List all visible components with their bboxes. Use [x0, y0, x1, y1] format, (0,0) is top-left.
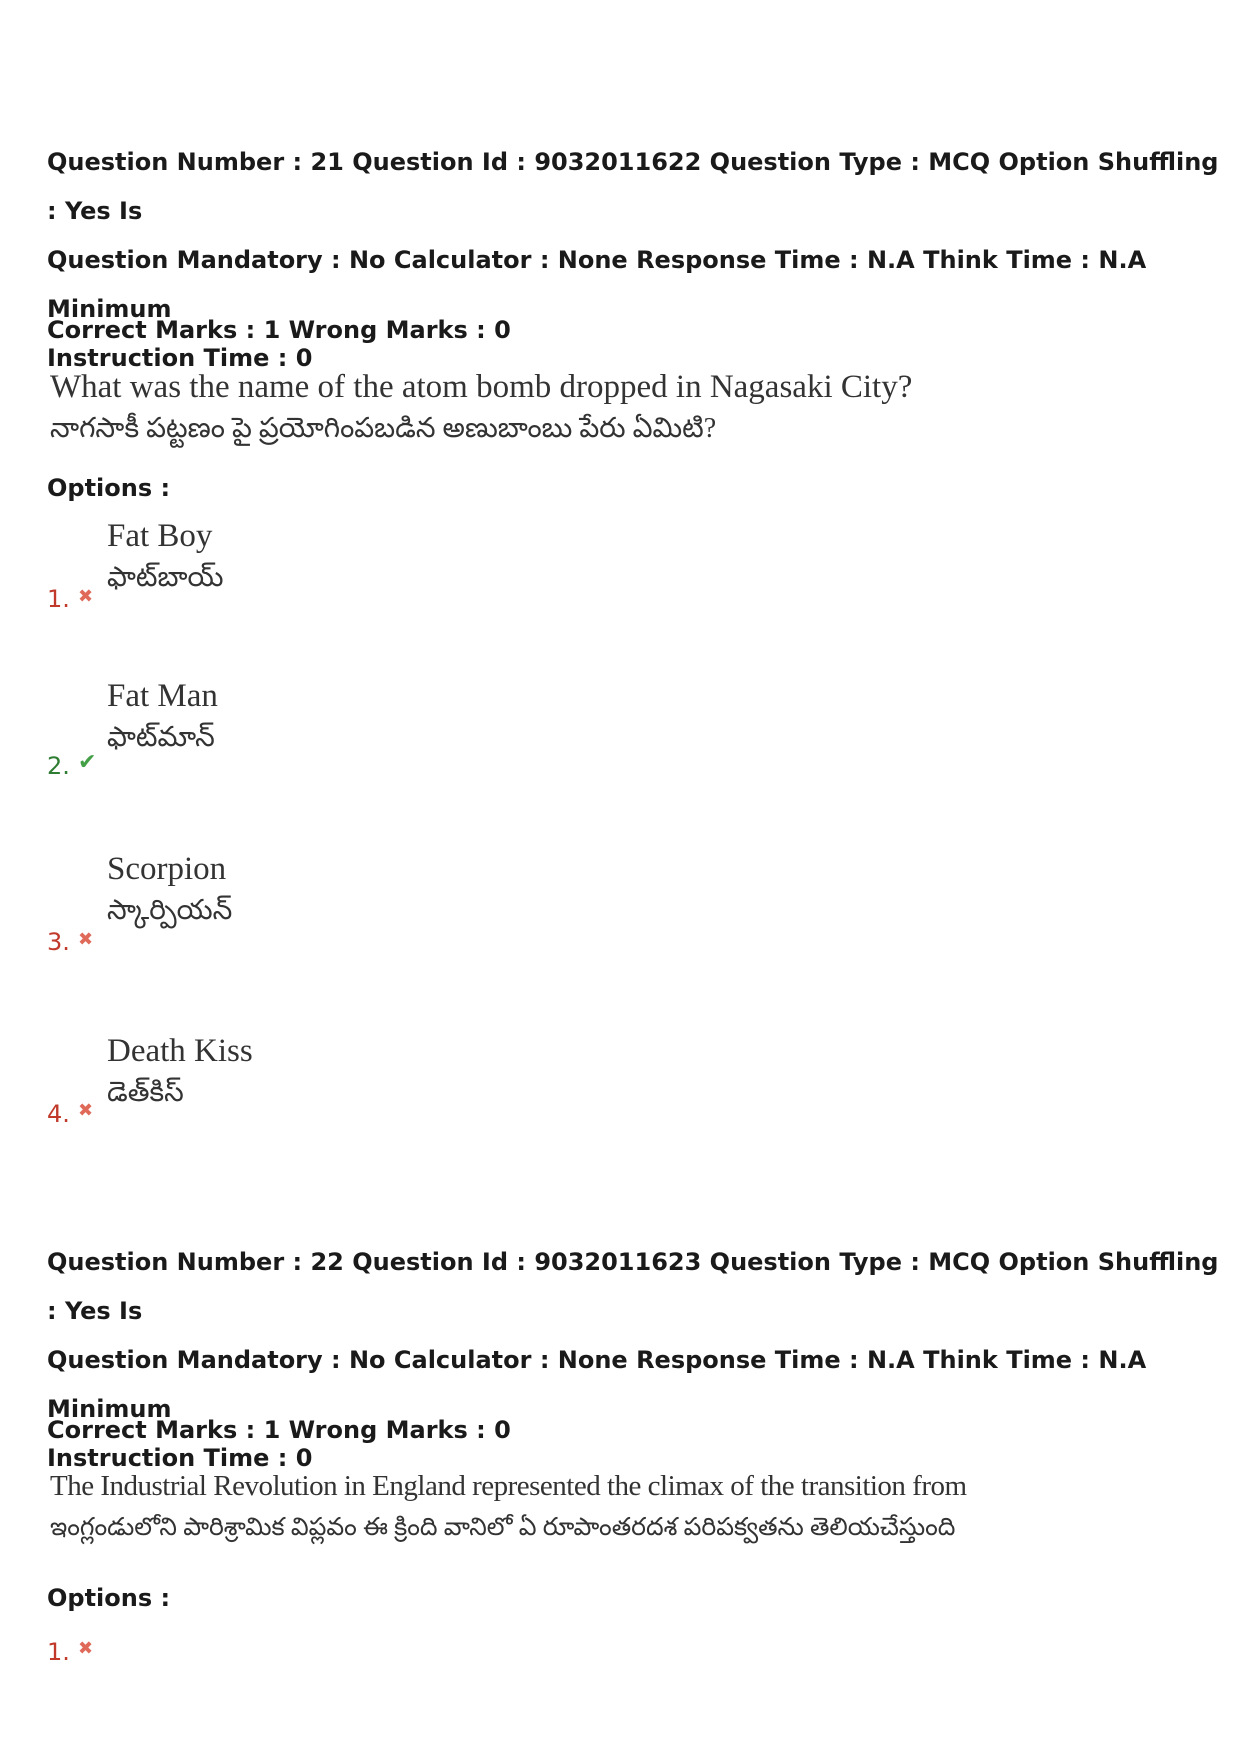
options-label: Options : — [47, 474, 171, 502]
question-22-marks: Correct Marks : 1 Wrong Marks : 0 — [47, 1416, 511, 1444]
question-text-english: The Industrial Revolution in England represented the climax of the transition from — [50, 1470, 967, 1502]
cross-icon: ✖ — [78, 929, 94, 950]
question-21-marks: Correct Marks : 1 Wrong Marks : 0 — [47, 316, 511, 344]
question-21-metadata — [47, 138, 1227, 383]
check-icon: ✔ — [78, 750, 97, 775]
options-label: Options : — [47, 1584, 171, 1612]
question-22-metadata — [47, 1238, 1227, 1483]
option-1-number: 1. — [47, 1638, 70, 1666]
question-text-telugu: ఇంగ్లండులోని పారిశ్రామిక విప్లవం ఈ క్రింది వానిలో ఏ రూపాంతరదశ పరిపక్వతను తెలియచేస్తుంది — [50, 1514, 956, 1541]
option-text-english: Fat Boy — [107, 518, 213, 554]
cross-icon: ✖ — [78, 1638, 94, 1659]
option-3-number: 3. — [47, 928, 70, 956]
option-text-telugu: ఫాట్‌బాయ్ — [107, 562, 224, 593]
option-text-english: Scorpion — [107, 851, 227, 887]
option-text-english: Fat Man — [107, 678, 218, 714]
option-4-content — [107, 1030, 253, 1114]
option-2-number: 2. — [47, 752, 70, 780]
option-1-content — [107, 515, 224, 599]
option-4-number: 4. — [47, 1100, 70, 1128]
option-3-content — [107, 848, 232, 932]
metadata-line: Question Mandatory : No Calculator : None Response Time : N.A Think Time : N.A Minimum — [47, 1346, 1147, 1423]
cross-icon: ✖ — [78, 1100, 94, 1121]
question-text-english: What was the name of the atom bomb dropped in Nagasaki City? — [50, 369, 913, 405]
metadata-line: Instruction Time : 0 — [47, 1444, 313, 1472]
metadata-line: Instruction Time : 0 — [47, 344, 313, 372]
option-text-english: Death Kiss — [107, 1033, 253, 1069]
question-21-text — [50, 366, 912, 450]
cross-icon: ✖ — [78, 586, 94, 607]
metadata-line: Question Mandatory : No Calculator : None Response Time : N.A Think Time : N.A Minimum — [47, 246, 1147, 323]
option-text-telugu: ఫాట్‌మాన్ — [107, 722, 215, 753]
option-text-telugu: డెత్‌కిస్ — [107, 1077, 184, 1108]
question-22-text — [50, 1465, 967, 1549]
metadata-line: Question Number : 22 Question Id : 9032011623 Question Type : MCQ Option Shuffling : Yes Is — [47, 1248, 1219, 1325]
question-text-telugu: నాగసాకీ పట్టణం పై ప్రయోగింపబడిన అణుబాంబు పేరు ఏమిటి? — [50, 413, 717, 444]
metadata-line: Question Number : 21 Question Id : 9032011622 Question Type : MCQ Option Shuffling : Yes Is — [47, 148, 1219, 225]
option-2-content — [107, 675, 218, 759]
option-1-number: 1. — [47, 585, 70, 613]
option-text-telugu: స్కార్పియన్ — [107, 895, 233, 926]
